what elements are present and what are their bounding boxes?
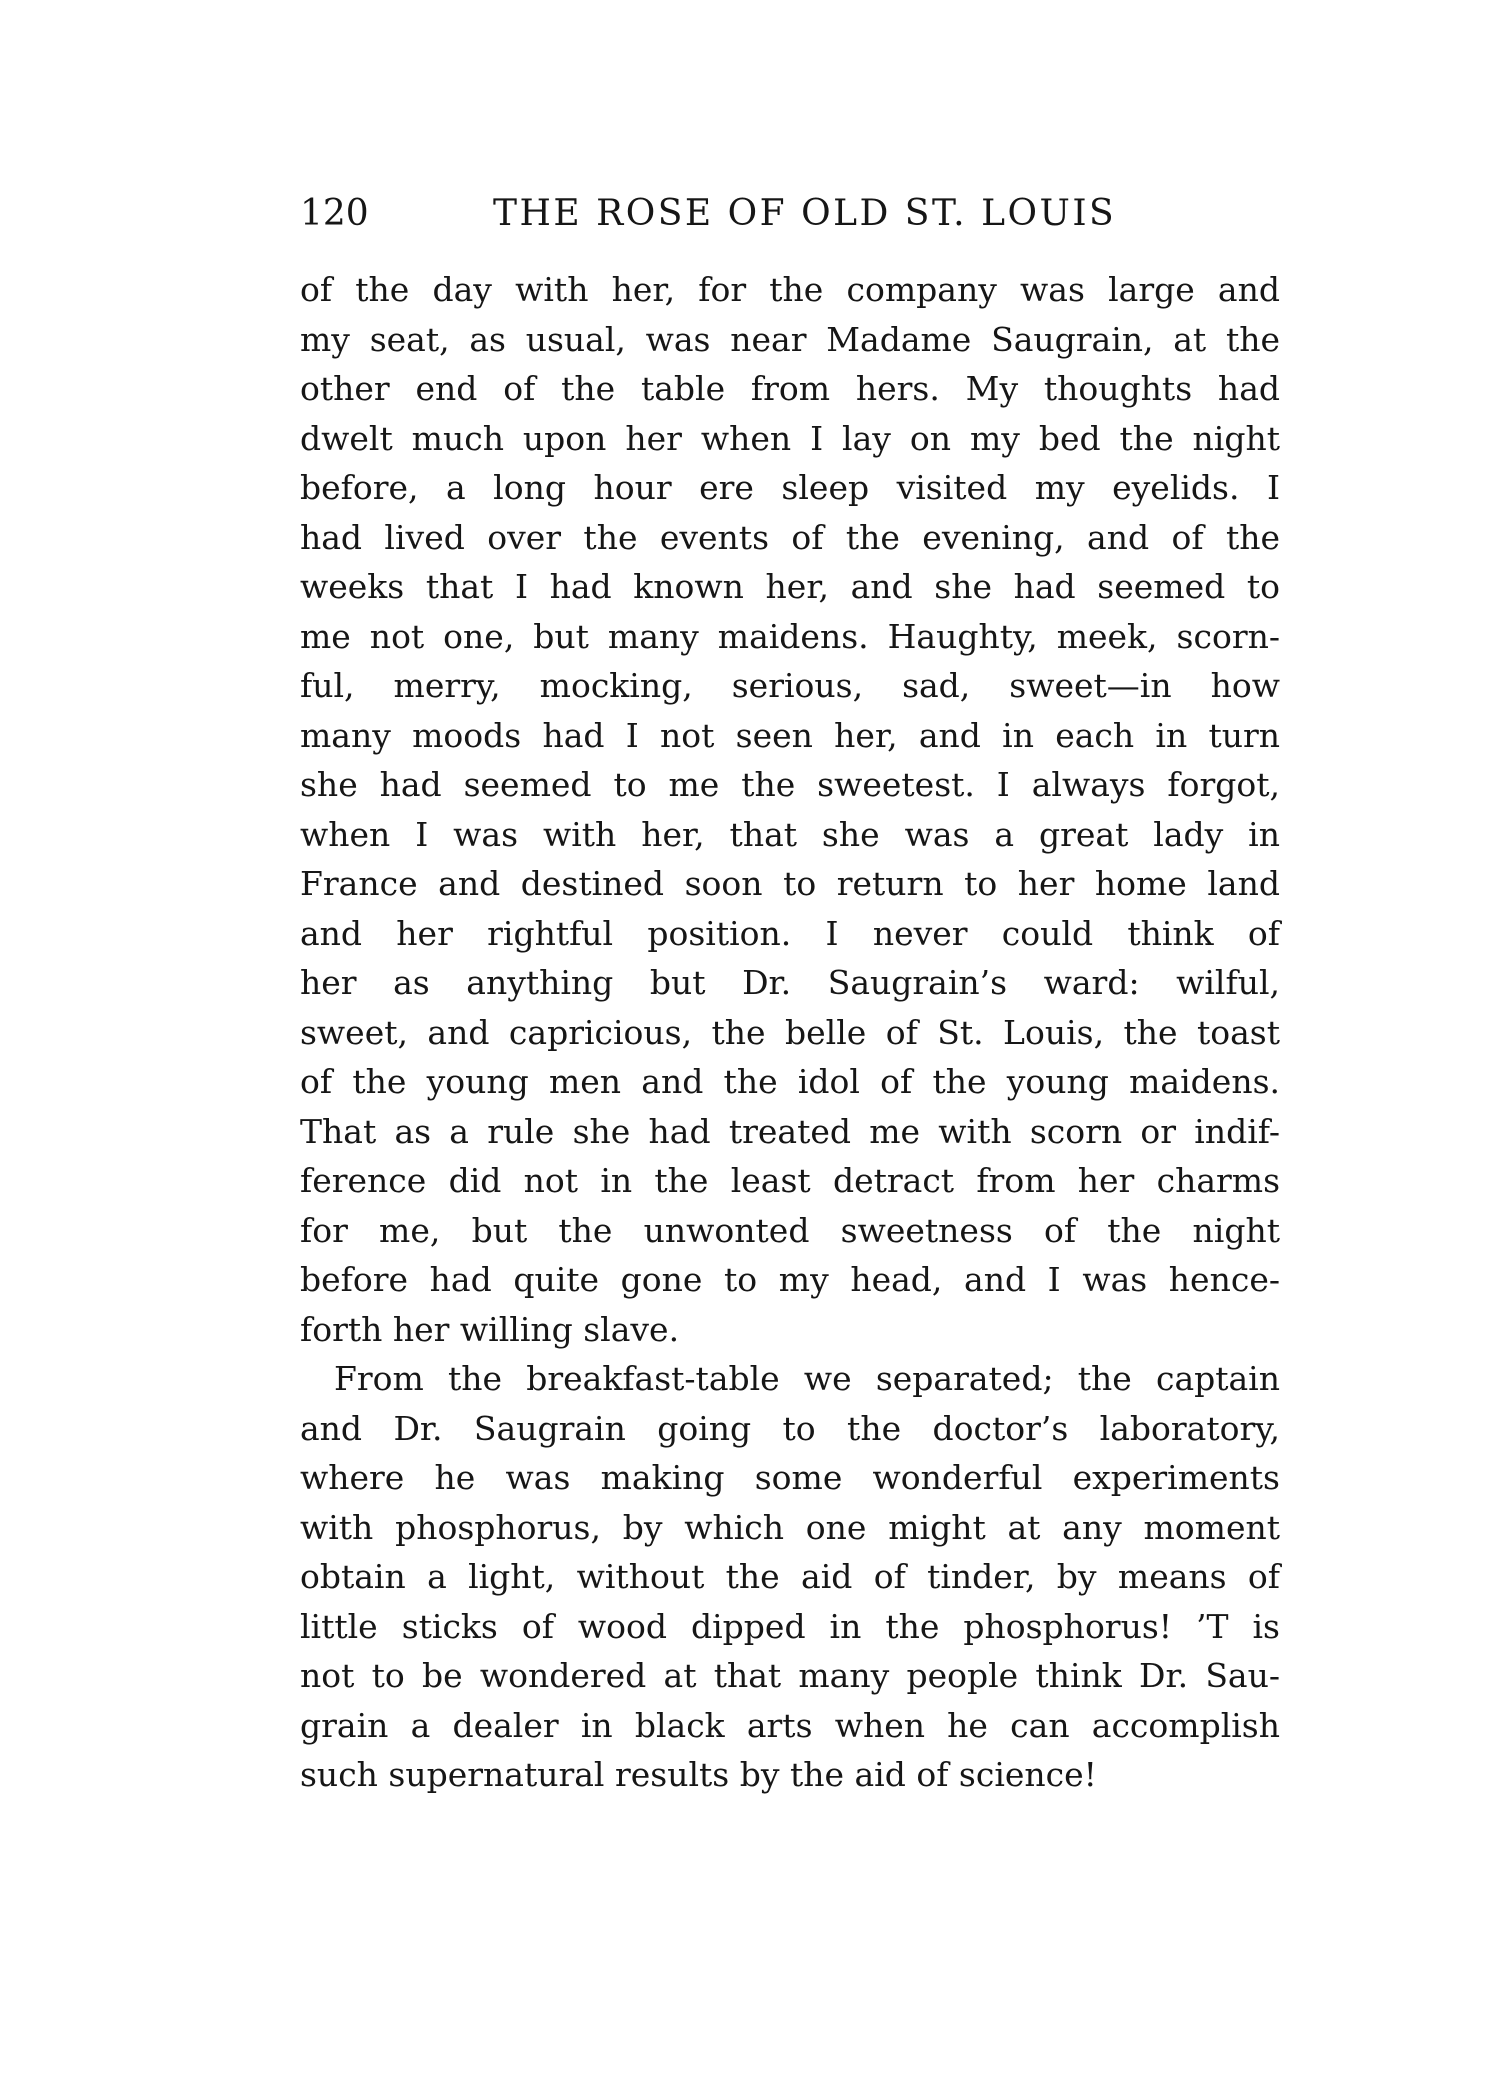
text-line: and Dr. Saugrain going to the doctor’s laboratory, (300, 1408, 1280, 1448)
text-line: before had quite gone to my head, and I was hence- (300, 1260, 1280, 1299)
text-line: From the breakfast-table we separated; the captain (334, 1359, 1280, 1398)
body-text (300, 265, 1280, 1800)
text-line: of the young men and the idol of the young maidens. (300, 1062, 1280, 1101)
text-line: ference did not in the least detract from her charms (300, 1161, 1280, 1200)
text-line: for me, but the unwonted sweetness of the night (300, 1210, 1280, 1250)
page-number: 120 (300, 193, 369, 234)
text-line: France and destined soon to return to her home land (300, 864, 1280, 903)
text-line: obtain a light, without the aid of tinder, by means of (300, 1557, 1280, 1596)
text-line: ful, merry, mocking, serious, sad, sweet—in how (300, 666, 1280, 705)
text-line: her as anything but Dr. Saugrain’s ward: wilful, (300, 963, 1280, 1002)
text-line: weeks that I had known her, and she had seemed to (300, 567, 1280, 606)
text-line: with phosphorus, by which one might at any moment (300, 1507, 1280, 1547)
text-line: of the day with her, for the company was large and (300, 270, 1280, 309)
text-line: had lived over the events of the evening, and of the (300, 517, 1280, 557)
text-line: such supernatural results by the aid of science! (300, 1755, 1097, 1794)
text-line: little sticks of wood dipped in the phosphorus! ’T is (300, 1606, 1280, 1646)
running-title: THE ROSE OF OLD ST. LOUIS (493, 193, 1117, 234)
text-line: before, a long hour ere sleep visited my eyelids. I (300, 468, 1280, 507)
text-line: many moods had I not seen her, and in each in turn (300, 715, 1280, 755)
text-line: forth her willing slave. (300, 1309, 680, 1349)
text-line: she had seemed to me the sweetest. I always forgot, (300, 765, 1280, 804)
paragraph-1 (300, 265, 1280, 1354)
text-line: my seat, as usual, was near Madame Saugrain, at the (300, 319, 1280, 359)
text-line: where he was making some wonderful experiments (300, 1458, 1280, 1497)
text-line: when I was with her, that she was a great lady in (300, 814, 1280, 854)
text-line: not to be wondered at that many people think Dr. Sau- (300, 1656, 1280, 1695)
text-line: me not one, but many maidens. Haughty, meek, scorn- (300, 616, 1280, 656)
paragraph-2 (300, 1354, 1280, 1800)
text-line: sweet, and capricious, the belle of St. Louis, the toast (300, 1012, 1280, 1052)
text-line: grain a dealer in black arts when he can accomplish (300, 1705, 1280, 1745)
text-line: and her rightful position. I never could think of (300, 913, 1280, 953)
running-header (300, 184, 1280, 244)
text-line: That as a rule she had treated me with scorn or indif- (300, 1111, 1280, 1151)
text-line: other end of the table from hers. My thoughts had (300, 369, 1280, 408)
text-line: dwelt much upon her when I lay on my bed the night (300, 418, 1280, 458)
